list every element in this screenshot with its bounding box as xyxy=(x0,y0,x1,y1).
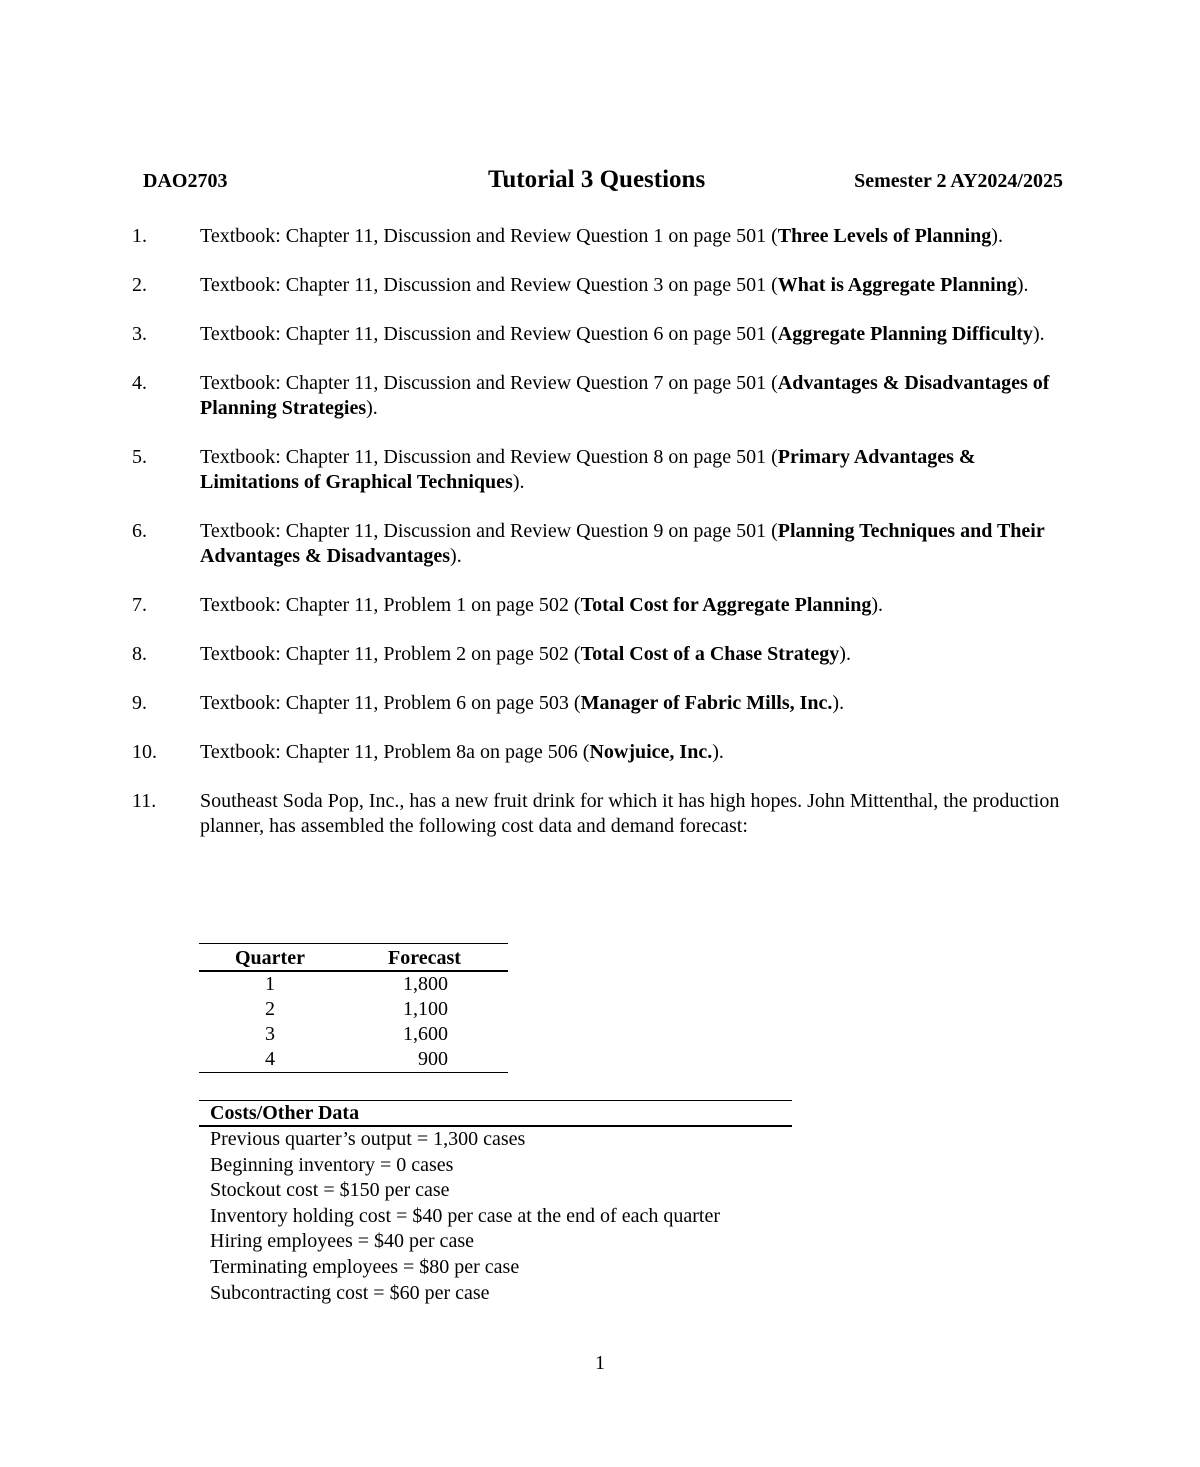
cost-item: Stockout cost = $150 per case xyxy=(210,1179,450,1202)
question-number: 5. xyxy=(132,446,147,468)
cost-item: Previous quarter’s output = 1,300 cases xyxy=(210,1128,526,1150)
costs-table xyxy=(199,1100,792,1306)
cost-item: Subcontracting cost = $60 per case xyxy=(210,1281,490,1304)
question-text: Textbook: Chapter 11, Problem 1 on page 502 (Total Cost for Aggregate Planning). xyxy=(200,594,884,616)
forecast-cell: 1,600 xyxy=(403,1023,448,1045)
question-item xyxy=(132,789,1072,839)
question-number: 8. xyxy=(132,643,147,665)
quarter-cell: 2 xyxy=(265,998,275,1020)
question-number: 9. xyxy=(132,692,147,714)
question-list xyxy=(132,224,1072,863)
question-number: 10. xyxy=(132,741,157,763)
question-text: Textbook: Chapter 11, Discussion and Review Question 3 on page 501 (What is Aggregate Planning). xyxy=(200,274,1029,296)
question-item xyxy=(132,740,1072,765)
page-header xyxy=(143,166,1063,200)
question-item xyxy=(132,593,1072,618)
question-number: 1. xyxy=(132,225,147,247)
semester-label: Semester 2 AY2024/2025 xyxy=(854,170,1063,192)
question-text: Southeast Soda Pop, Inc., has a new fruit drink for which it has high hopes. John Mittenthal, the production planner, has assembled the following cost data and demand forecast: xyxy=(200,790,1060,837)
column-header: Quarter xyxy=(199,944,341,972)
table-row xyxy=(199,971,508,997)
page-title: Tutorial 3 Questions xyxy=(488,166,706,193)
column-header: Forecast xyxy=(341,944,508,972)
question-item xyxy=(132,322,1072,347)
quarter-cell: 4 xyxy=(265,1048,275,1070)
forecast-cell: 1,100 xyxy=(403,998,448,1020)
table-row xyxy=(199,1047,508,1073)
forecast-cell: 1,800 xyxy=(403,973,448,995)
quarter-cell: 1 xyxy=(265,973,275,995)
table-row xyxy=(199,997,508,1022)
question-text: Textbook: Chapter 11, Discussion and Review Question 1 on page 501 (Three Levels of Planning). xyxy=(200,225,1003,247)
question-text: Textbook: Chapter 11, Problem 8a on page 506 (Nowjuice, Inc.). xyxy=(200,741,724,763)
question-text: Textbook: Chapter 11, Discussion and Review Question 8 on page 501 (Primary Advantages & Limitations of Graphical Techniques). xyxy=(200,446,976,493)
page-number xyxy=(0,1352,1200,1375)
question-number: 3. xyxy=(132,323,147,345)
question-item xyxy=(132,224,1072,249)
question-item xyxy=(132,642,1072,667)
question-number: 2. xyxy=(132,274,147,296)
question-item xyxy=(132,371,1072,421)
question-text: Textbook: Chapter 11, Discussion and Review Question 9 on page 501 (Planning Techniques and Their Advantages & Disadvantages). xyxy=(200,520,1045,567)
costs-heading: Costs/Other Data xyxy=(199,1101,792,1127)
table-row xyxy=(199,1022,508,1047)
table-header-row xyxy=(199,944,508,972)
question-text: Textbook: Chapter 11, Discussion and Review Question 7 on page 501 (Advantages & Disadvantages of Planning Strategies). xyxy=(200,372,1050,419)
course-code: DAO2703 xyxy=(143,170,228,192)
question-number: 7. xyxy=(132,594,147,616)
cost-item: Hiring employees = $40 per case xyxy=(210,1230,474,1253)
question-item xyxy=(132,691,1072,716)
question-item xyxy=(132,273,1072,298)
question-text: Textbook: Chapter 11, Problem 2 on page 502 (Total Cost of a Chase Strategy). xyxy=(200,643,851,665)
question-item xyxy=(132,445,1072,495)
question-number: 6. xyxy=(132,520,147,542)
question-text: Textbook: Chapter 11, Discussion and Review Question 6 on page 501 (Aggregate Planning Difficulty). xyxy=(200,323,1045,345)
page-number-text: 1 xyxy=(595,1352,605,1374)
cost-item: Inventory holding cost = $40 per case at the end of each quarter xyxy=(210,1204,720,1227)
forecast-cell: 900 xyxy=(418,1048,448,1070)
quarter-cell: 3 xyxy=(265,1023,275,1045)
question-number: 4. xyxy=(132,372,147,394)
cost-item: Beginning inventory = 0 cases xyxy=(210,1153,454,1176)
question-item xyxy=(132,519,1072,569)
question-text: Textbook: Chapter 11, Problem 6 on page 503 (Manager of Fabric Mills, Inc.). xyxy=(200,692,845,714)
cost-item: Terminating employees = $80 per case xyxy=(210,1255,520,1278)
question-number: 11. xyxy=(132,790,157,812)
forecast-table xyxy=(199,943,508,1073)
